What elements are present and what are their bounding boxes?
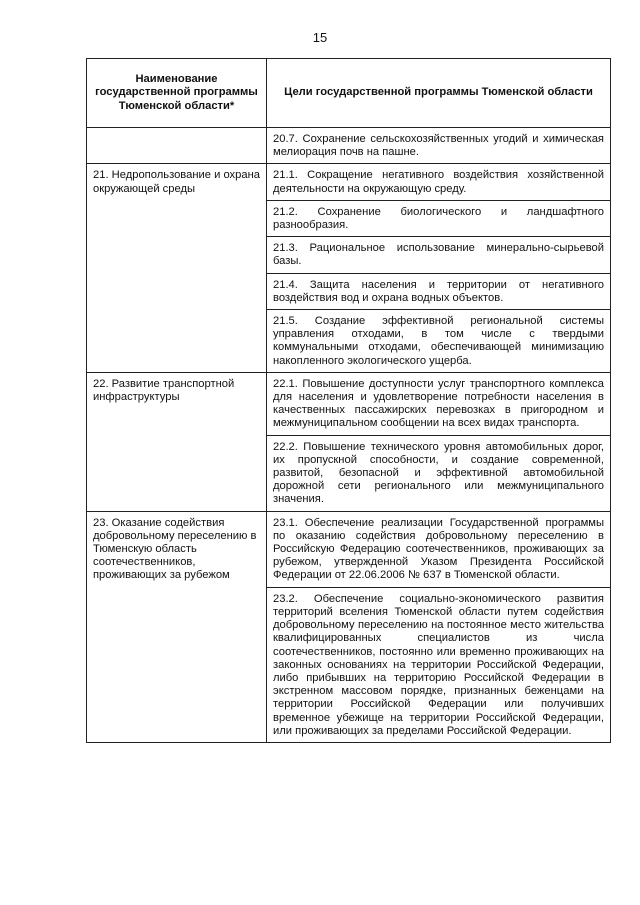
goal-cell: 20.7. Сохранение сельскохозяйственных угодий и химическая мелиорация почв на пашне.: [267, 128, 611, 164]
program-name-cell: 22. Развитие транспортной инфраструктуры: [87, 372, 267, 511]
goal-cell: 22.2. Повышение технического уровня автомобильных дорог, их пропускной способности, и создание современной, развитой, безопасной и эффективной автомобильной дорожной сети регионального или межмуниципального значения.: [267, 435, 611, 511]
program-name-cell: 23. Оказание содействия добровольному переселению в Тюменскую область соотечественников, проживающих за рубежом: [87, 511, 267, 742]
goal-cell: 22.1. Повышение доступности услуг транспортного комплекса для населения и удовлетворение потребности населения в качественных пассажирских перевозках в пригородном и межмуниципальном сообщении на всех видах транспорта.: [267, 372, 611, 435]
header-program-name: Наименование государственной программы Тюменской области*: [87, 59, 267, 128]
header-program-goals: Цели государственной программы Тюменской области: [267, 59, 611, 128]
goal-cell: 21.2. Сохранение биологического и ландшафтного разнообразия.: [267, 200, 611, 236]
table-row: [87, 372, 611, 435]
goal-cell: 23.1. Обеспечение реализации Государственной программы по оказанию содействия добровольному переселению в Российскую Федерацию соотечественников, проживающих за рубежом, утвержденной Указом Президента Российской Федерации от 22.06.2006 № 637 в Тюменской области.: [267, 511, 611, 587]
goal-cell: 21.1. Сокращение негативного воздействия хозяйственной деятельности на окружающую среду.: [267, 164, 611, 200]
program-goals-table: [86, 58, 611, 743]
table-row: [87, 511, 611, 587]
table-row: [87, 164, 611, 200]
goal-cell: 21.5. Создание эффективной региональной системы управления отходами, в том числе с твердыми коммунальными отходами, обеспечивающей минимизацию накопленного экологического ущерба.: [267, 310, 611, 373]
program-name-cell: [87, 128, 267, 164]
goal-cell: 21.4. Защита населения и территории от негативного воздействия вод и охрана водных объектов.: [267, 273, 611, 309]
program-name-cell: 21. Недропользование и охрана окружающей среды: [87, 164, 267, 372]
page-number: 15: [312, 30, 328, 45]
table-row: [87, 128, 611, 164]
goal-cell: 21.3. Рациональное использование минерально-сырьевой базы.: [267, 237, 611, 273]
table-header-row: [87, 59, 611, 128]
goal-cell: 23.2. Обеспечение социально-экономического развития территорий вселения Тюменской области путем содействия добровольному переселению на постоянное место жительства квалифицированных специалистов из числа соотечественников, постоянно или временно проживающих на законных основаниях на территории Российской Федерации, либо прибывших на территорию Российской Федерации в экстренном массовом порядке, признанных беженцами на территории Российской Федерации или получивших временное убежище на территории Российской Федерации, или проживающих за пределами Российской Федерации.: [267, 587, 611, 742]
